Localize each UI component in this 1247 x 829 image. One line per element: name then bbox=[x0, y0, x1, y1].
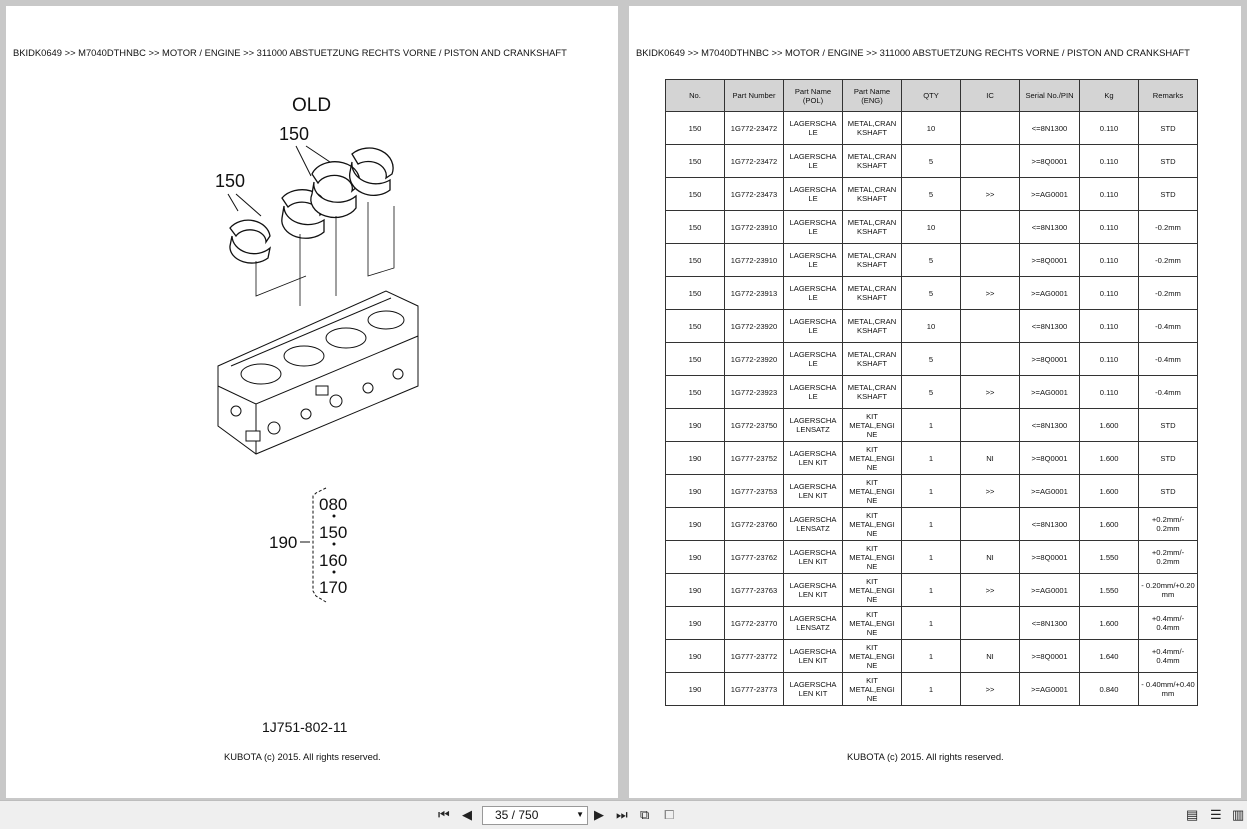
table-header-row bbox=[666, 80, 1198, 112]
continuous-view-icon[interactable]: ☰ bbox=[1210, 807, 1222, 822]
cell-part-number: 1G772-23472 bbox=[725, 145, 784, 178]
cell-no: 190 bbox=[666, 442, 725, 475]
cell-remarks: STD bbox=[1139, 442, 1198, 475]
cell-part-number: 1G772-23913 bbox=[725, 277, 784, 310]
table-row bbox=[666, 640, 1198, 673]
cell-part-name-eng: METAL,CRAN KSHAFT bbox=[843, 277, 902, 310]
cell-no: 150 bbox=[666, 178, 725, 211]
cell-serial: <=8N1300 bbox=[1020, 211, 1080, 244]
cell-no: 150 bbox=[666, 145, 725, 178]
old-label: OLD bbox=[292, 95, 332, 116]
cell-remarks: +0.2mm/- 0.2mm bbox=[1139, 541, 1198, 574]
cell-serial: >=8Q0001 bbox=[1020, 244, 1080, 277]
page-number-select[interactable] bbox=[482, 806, 588, 825]
cell-part-name-pol: LAGERSCHA LENSATZ bbox=[784, 409, 843, 442]
callout-190: 190 bbox=[269, 533, 298, 552]
col-header-remarks: Remarks bbox=[1139, 80, 1198, 112]
bearing-shells bbox=[230, 148, 393, 263]
right-page bbox=[629, 6, 1241, 798]
table-row bbox=[666, 178, 1198, 211]
next-page-icon[interactable]: ▶ bbox=[594, 807, 604, 822]
cell-kg: 1.550 bbox=[1080, 541, 1139, 574]
cell-part-name-pol: LAGERSCHA LE bbox=[784, 310, 843, 343]
cell-ic: >> bbox=[961, 178, 1020, 211]
cell-qty: 1 bbox=[902, 409, 961, 442]
cell-kg: 0.110 bbox=[1080, 376, 1139, 409]
cell-part-number: 1G772-23473 bbox=[725, 178, 784, 211]
cell-kg: 0.110 bbox=[1080, 244, 1139, 277]
cell-qty: 1 bbox=[902, 640, 961, 673]
cell-kg: 1.600 bbox=[1080, 508, 1139, 541]
cell-part-name-eng: METAL,CRAN KSHAFT bbox=[843, 376, 902, 409]
cell-part-name-eng: KIT METAL,ENGI NE bbox=[843, 541, 902, 574]
cell-serial: >=AG0001 bbox=[1020, 376, 1080, 409]
cell-qty: 5 bbox=[902, 376, 961, 409]
two-page-icon[interactable]: ⧠ bbox=[664, 807, 675, 822]
parts-table bbox=[665, 79, 1198, 706]
cell-qty: 1 bbox=[902, 541, 961, 574]
cell-no: 190 bbox=[666, 640, 725, 673]
cell-no: 150 bbox=[666, 376, 725, 409]
first-page-icon[interactable]: ⏮ bbox=[438, 807, 450, 822]
cell-remarks: STD bbox=[1139, 112, 1198, 145]
cell-part-name-eng: KIT METAL,ENGI NE bbox=[843, 574, 902, 607]
cell-serial: >=8Q0001 bbox=[1020, 640, 1080, 673]
cell-no: 190 bbox=[666, 673, 725, 706]
cell-part-number: 1G772-23750 bbox=[725, 409, 784, 442]
cell-serial: >=AG0001 bbox=[1020, 277, 1080, 310]
cell-part-number: 1G777-23763 bbox=[725, 574, 784, 607]
cell-part-name-pol: LAGERSCHA LE bbox=[784, 145, 843, 178]
cell-no: 150 bbox=[666, 211, 725, 244]
callout-150-top: 150 bbox=[279, 124, 310, 144]
cell-remarks: STD bbox=[1139, 145, 1198, 178]
engine-block-drawing bbox=[218, 291, 418, 454]
cell-qty: 10 bbox=[902, 211, 961, 244]
cell-part-name-pol: LAGERSCHA LEN KIT bbox=[784, 541, 843, 574]
cell-serial: >=AG0001 bbox=[1020, 178, 1080, 211]
kit-item-080: 080 bbox=[319, 495, 348, 514]
cell-remarks: -0.2mm bbox=[1139, 244, 1198, 277]
table-row bbox=[666, 475, 1198, 508]
table-row bbox=[666, 442, 1198, 475]
cell-remarks: - 0.20mm/+0.20 mm bbox=[1139, 574, 1198, 607]
table-row bbox=[666, 145, 1198, 178]
cell-part-name-pol: LAGERSCHA LE bbox=[784, 376, 843, 409]
cell-serial: <=8N1300 bbox=[1020, 310, 1080, 343]
table-row bbox=[666, 376, 1198, 409]
cell-serial: >=AG0001 bbox=[1020, 475, 1080, 508]
guide-lines bbox=[256, 202, 394, 306]
cell-part-number: 1G777-23753 bbox=[725, 475, 784, 508]
cell-part-name-eng: KIT METAL,ENGI NE bbox=[843, 508, 902, 541]
page-header-right: BKIDK0649 >> M7040DTHNBC >> MOTOR / ENGINE >> 311000 ABSTUETZUNG RECHTS VORNE / PISTON AND CRANKSHAFT bbox=[636, 47, 1190, 58]
parts-illustration bbox=[6, 6, 618, 798]
cell-part-name-eng: METAL,CRAN KSHAFT bbox=[843, 145, 902, 178]
cell-part-name-eng: METAL,CRAN KSHAFT bbox=[843, 343, 902, 376]
cell-part-name-pol: LAGERSCHA LEN KIT bbox=[784, 442, 843, 475]
cell-kg: 0.110 bbox=[1080, 211, 1139, 244]
col-header-kg: Kg bbox=[1080, 80, 1139, 112]
cell-ic bbox=[961, 508, 1020, 541]
cell-ic: NI bbox=[961, 442, 1020, 475]
cell-part-name-eng: METAL,CRAN KSHAFT bbox=[843, 178, 902, 211]
kit-item-150: 150 bbox=[319, 523, 348, 542]
cell-qty: 1 bbox=[902, 508, 961, 541]
cell-remarks: -0.4mm bbox=[1139, 310, 1198, 343]
cell-part-name-pol: LAGERSCHA LE bbox=[784, 244, 843, 277]
cell-part-name-pol: LAGERSCHA LE bbox=[784, 112, 843, 145]
cell-part-name-eng: KIT METAL,ENGI NE bbox=[843, 442, 902, 475]
table-row bbox=[666, 409, 1198, 442]
cell-remarks: -0.2mm bbox=[1139, 211, 1198, 244]
cell-qty: 5 bbox=[902, 343, 961, 376]
cell-ic bbox=[961, 211, 1020, 244]
cell-part-name-eng: KIT METAL,ENGI NE bbox=[843, 607, 902, 640]
cell-ic: >> bbox=[961, 376, 1020, 409]
cell-no: 190 bbox=[666, 508, 725, 541]
col-header-part-name-eng: Part Name (ENG) bbox=[843, 80, 902, 112]
cell-part-name-eng: METAL,CRAN KSHAFT bbox=[843, 310, 902, 343]
cell-part-name-pol: LAGERSCHA LENSATZ bbox=[784, 607, 843, 640]
drawing-number: 1J751-802-11 bbox=[262, 719, 348, 735]
cell-no: 190 bbox=[666, 409, 725, 442]
cell-part-name-pol: LAGERSCHA LE bbox=[784, 211, 843, 244]
cell-serial: <=8N1300 bbox=[1020, 508, 1080, 541]
cell-qty: 5 bbox=[902, 145, 961, 178]
cell-qty: 10 bbox=[902, 310, 961, 343]
cell-kg: 1.600 bbox=[1080, 442, 1139, 475]
cell-qty: 5 bbox=[902, 178, 961, 211]
table-row bbox=[666, 112, 1198, 145]
cell-serial: >=8Q0001 bbox=[1020, 541, 1080, 574]
cell-part-name-eng: KIT METAL,ENGI NE bbox=[843, 409, 902, 442]
table-row bbox=[666, 244, 1198, 277]
cell-part-name-pol: LAGERSCHA LE bbox=[784, 277, 843, 310]
cell-no: 150 bbox=[666, 343, 725, 376]
cell-qty: 1 bbox=[902, 673, 961, 706]
cell-kg: 0.110 bbox=[1080, 310, 1139, 343]
cell-remarks: STD bbox=[1139, 409, 1198, 442]
table-row bbox=[666, 277, 1198, 310]
table-row bbox=[666, 607, 1198, 640]
col-header-qty: QTY bbox=[902, 80, 961, 112]
cell-part-number: 1G777-23772 bbox=[725, 640, 784, 673]
cell-remarks: - 0.40mm/+0.40 mm bbox=[1139, 673, 1198, 706]
cell-no: 190 bbox=[666, 541, 725, 574]
table-row bbox=[666, 310, 1198, 343]
cell-qty: 1 bbox=[902, 607, 961, 640]
cell-part-number: 1G777-23773 bbox=[725, 673, 784, 706]
table-row bbox=[666, 673, 1198, 706]
cell-ic: >> bbox=[961, 475, 1020, 508]
cell-part-name-pol: LAGERSCHA LEN KIT bbox=[784, 640, 843, 673]
cell-ic bbox=[961, 310, 1020, 343]
cell-no: 190 bbox=[666, 574, 725, 607]
cell-remarks: +0.4mm/- 0.4mm bbox=[1139, 607, 1198, 640]
cell-part-name-eng: KIT METAL,ENGI NE bbox=[843, 475, 902, 508]
cell-serial: <=8N1300 bbox=[1020, 409, 1080, 442]
cell-part-name-pol: LAGERSCHA LEN KIT bbox=[784, 673, 843, 706]
cell-no: 190 bbox=[666, 607, 725, 640]
cell-qty: 1 bbox=[902, 475, 961, 508]
cell-remarks: -0.4mm bbox=[1139, 376, 1198, 409]
cell-qty: 5 bbox=[902, 244, 961, 277]
kit-item-170: 170 bbox=[319, 578, 348, 597]
cell-part-name-eng: KIT METAL,ENGI NE bbox=[843, 673, 902, 706]
viewer-toolbar bbox=[0, 800, 1247, 829]
cell-part-name-pol: LAGERSCHA LEN KIT bbox=[784, 574, 843, 607]
cell-part-name-pol: LAGERSCHA LE bbox=[784, 343, 843, 376]
cell-remarks: +0.4mm/- 0.4mm bbox=[1139, 640, 1198, 673]
cell-part-number: 1G772-23910 bbox=[725, 244, 784, 277]
cell-serial: >=8Q0001 bbox=[1020, 145, 1080, 178]
cell-no: 150 bbox=[666, 277, 725, 310]
cell-kg: 1.600 bbox=[1080, 475, 1139, 508]
cell-remarks: -0.2mm bbox=[1139, 277, 1198, 310]
cell-serial: <=8N1300 bbox=[1020, 607, 1080, 640]
cell-serial: >=8Q0001 bbox=[1020, 442, 1080, 475]
cell-kg: 1.600 bbox=[1080, 607, 1139, 640]
cell-part-name-eng: METAL,CRAN KSHAFT bbox=[843, 211, 902, 244]
cell-kg: 0.110 bbox=[1080, 343, 1139, 376]
table-row bbox=[666, 574, 1198, 607]
chevron-down-icon: ▼ bbox=[576, 810, 584, 819]
callout-150-left: 150 bbox=[215, 171, 246, 191]
table-row bbox=[666, 541, 1198, 574]
cell-kg: 1.640 bbox=[1080, 640, 1139, 673]
facing-view-icon[interactable]: ▥ bbox=[1232, 807, 1245, 822]
cell-ic bbox=[961, 343, 1020, 376]
cell-part-number: 1G777-23752 bbox=[725, 442, 784, 475]
cell-kg: 0.110 bbox=[1080, 178, 1139, 211]
cell-no: 150 bbox=[666, 112, 725, 145]
cell-part-name-pol: LAGERSCHA LE bbox=[784, 178, 843, 211]
cell-no: 190 bbox=[666, 475, 725, 508]
prev-page-icon[interactable]: ◀ bbox=[462, 807, 472, 822]
cell-part-number: 1G772-23770 bbox=[725, 607, 784, 640]
fit-page-icon[interactable]: ⧉ bbox=[640, 807, 650, 822]
cell-ic bbox=[961, 244, 1020, 277]
table-row bbox=[666, 211, 1198, 244]
cell-remarks: STD bbox=[1139, 475, 1198, 508]
cell-part-number: 1G772-23472 bbox=[725, 112, 784, 145]
cell-kg: 0.110 bbox=[1080, 145, 1139, 178]
cell-remarks: -0.4mm bbox=[1139, 343, 1198, 376]
col-header-no: No. bbox=[666, 80, 725, 112]
cell-ic bbox=[961, 607, 1020, 640]
left-page bbox=[6, 6, 618, 798]
table-row bbox=[666, 343, 1198, 376]
cell-no: 150 bbox=[666, 310, 725, 343]
cell-serial: <=8N1300 bbox=[1020, 112, 1080, 145]
cell-ic: NI bbox=[961, 541, 1020, 574]
cell-kg: 0.840 bbox=[1080, 673, 1139, 706]
cell-part-number: 1G772-23920 bbox=[725, 343, 784, 376]
last-page-icon[interactable]: ⏭ bbox=[616, 807, 628, 822]
cell-kg: 0.110 bbox=[1080, 277, 1139, 310]
cell-ic: NI bbox=[961, 640, 1020, 673]
cell-part-name-pol: LAGERSCHA LEN KIT bbox=[784, 475, 843, 508]
cell-part-name-eng: KIT METAL,ENGI NE bbox=[843, 640, 902, 673]
single-page-view-icon[interactable]: ▤ bbox=[1186, 807, 1199, 822]
cell-part-name-eng: METAL,CRAN KSHAFT bbox=[843, 112, 902, 145]
page-indicator: 35 / 750 bbox=[495, 808, 539, 822]
kit-item-160: 160 bbox=[319, 551, 348, 570]
cell-ic: >> bbox=[961, 574, 1020, 607]
cell-part-number: 1G772-23910 bbox=[725, 211, 784, 244]
cell-ic bbox=[961, 409, 1020, 442]
cell-part-name-pol: LAGERSCHA LENSATZ bbox=[784, 508, 843, 541]
cell-part-number: 1G772-23760 bbox=[725, 508, 784, 541]
cell-qty: 10 bbox=[902, 112, 961, 145]
cell-qty: 1 bbox=[902, 442, 961, 475]
col-header-ic: IC bbox=[961, 80, 1020, 112]
cell-kg: 0.110 bbox=[1080, 112, 1139, 145]
col-header-serial: Serial No./PIN bbox=[1020, 80, 1080, 112]
col-header-part-number: Part Number bbox=[725, 80, 784, 112]
cell-qty: 5 bbox=[902, 277, 961, 310]
cell-kg: 1.550 bbox=[1080, 574, 1139, 607]
cell-ic bbox=[961, 112, 1020, 145]
cell-ic bbox=[961, 145, 1020, 178]
cell-part-name-eng: METAL,CRAN KSHAFT bbox=[843, 244, 902, 277]
cell-remarks: STD bbox=[1139, 178, 1198, 211]
cell-remarks: +0.2mm/- 0.2mm bbox=[1139, 508, 1198, 541]
page-footer-right: KUBOTA (c) 2015. All rights reserved. bbox=[847, 751, 1004, 762]
cell-part-number: 1G772-23920 bbox=[725, 310, 784, 343]
page-header-left: BKIDK0649 >> M7040DTHNBC >> MOTOR / ENGINE >> 311000 ABSTUETZUNG RECHTS VORNE / PISTON AND CRANKSHAFT bbox=[13, 47, 567, 58]
cell-ic: >> bbox=[961, 673, 1020, 706]
cell-serial: >=8Q0001 bbox=[1020, 343, 1080, 376]
cell-ic: >> bbox=[961, 277, 1020, 310]
cell-serial: >=AG0001 bbox=[1020, 574, 1080, 607]
cell-kg: 1.600 bbox=[1080, 409, 1139, 442]
cell-qty: 1 bbox=[902, 574, 961, 607]
page-footer-left: KUBOTA (c) 2015. All rights reserved. bbox=[224, 751, 381, 762]
cell-no: 150 bbox=[666, 244, 725, 277]
cell-part-number: 1G777-23762 bbox=[725, 541, 784, 574]
cell-serial: >=AG0001 bbox=[1020, 673, 1080, 706]
cell-part-number: 1G772-23923 bbox=[725, 376, 784, 409]
col-header-part-name-pol: Part Name (POL) bbox=[784, 80, 843, 112]
table-row bbox=[666, 508, 1198, 541]
